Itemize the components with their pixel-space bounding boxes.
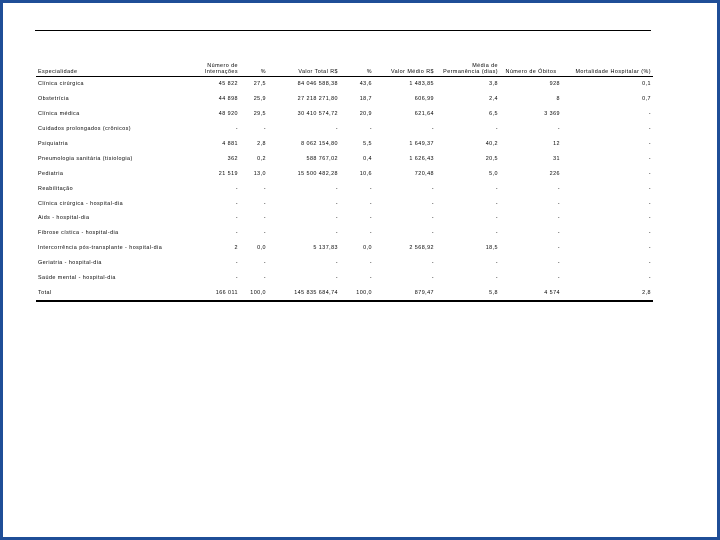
valor-total-cell: - — [335, 260, 338, 267]
internacoes-cell: - — [235, 185, 238, 192]
valor-medio-cell: - — [431, 260, 434, 267]
internacoes-cell: 45 822 — [218, 81, 238, 88]
header-obitos: Número de Óbitos — [500, 59, 562, 77]
pct-internacoes-cell: - — [263, 185, 266, 192]
pct-valor-cell: 0,4 — [363, 155, 372, 162]
especialidade-cell: Psiquiatria — [38, 141, 69, 147]
internacoes-cell: - — [235, 200, 238, 207]
mortalidade-cell: - — [648, 230, 651, 237]
media-permanencia-cell: 6,5 — [489, 111, 498, 118]
table-row — [36, 77, 653, 92]
mortalidade-cell: 0,7 — [642, 96, 651, 103]
pct-valor-cell: 100,0 — [340, 285, 374, 301]
table-row — [36, 107, 653, 122]
media-permanencia-cell: 40,2 — [485, 141, 498, 147]
obitos-cell: - — [557, 230, 560, 237]
obitos-cell: - — [557, 215, 560, 222]
media-permanencia-cell: 5,8 — [436, 285, 500, 301]
media-permanencia-cell: - — [495, 185, 498, 192]
valor-total-cell: - — [335, 200, 338, 207]
media-permanencia-cell: - — [495, 215, 498, 222]
header-valor-medio: Valor Médio R$ — [374, 59, 436, 77]
obitos-cell: - — [557, 260, 560, 267]
pct-internacoes-cell: - — [263, 126, 266, 133]
header-mortalidade: Mortalidade Hospitalar (%) — [562, 59, 653, 77]
pct-internacoes-cell: - — [263, 260, 266, 267]
media-permanencia-cell: 5,0 — [489, 170, 498, 177]
pct-valor-cell: 20,9 — [359, 111, 372, 118]
internacoes-cell: 48 920 — [218, 111, 238, 118]
media-permanencia-cell: 3,8 — [489, 81, 498, 88]
internacoes-cell: - — [235, 275, 238, 282]
header-pct-internacoes: % — [240, 59, 268, 77]
pct-valor-cell: - — [369, 185, 372, 192]
media-permanencia-cell: 20,5 — [485, 155, 498, 162]
pct-valor-cell: - — [369, 126, 372, 133]
obitos-cell: - — [557, 126, 560, 133]
table-row — [36, 196, 653, 211]
mortalidade-cell: - — [648, 245, 651, 252]
pct-internacoes-cell: 27,5 — [253, 81, 266, 88]
obitos-cell: - — [557, 185, 560, 192]
valor-medio-cell: 879,47 — [374, 285, 436, 301]
pct-internacoes-cell: - — [263, 275, 266, 282]
table-row — [36, 137, 653, 152]
media-permanencia-cell: - — [495, 260, 498, 267]
table-body — [36, 77, 653, 302]
pct-internacoes-cell: 100,0 — [240, 285, 268, 301]
mortalidade-cell: - — [648, 275, 651, 282]
obitos-cell: - — [557, 245, 560, 252]
header-media-permanencia: Média de Permanência (dias) — [436, 59, 500, 77]
valor-medio-cell: - — [431, 275, 434, 282]
table-row — [36, 211, 653, 226]
table-row — [36, 151, 653, 166]
valor-total-cell: 5 137,83 — [313, 245, 338, 252]
especialidade-cell: Clínica cirúrgica — [38, 81, 84, 88]
internacoes-cell: 166 011 — [186, 285, 240, 301]
valor-medio-cell: 1 626,43 — [409, 155, 434, 162]
mortalidade-cell: - — [648, 170, 651, 177]
valor-medio-cell: - — [431, 200, 434, 207]
mortalidade-cell: 2,8 — [562, 285, 653, 301]
valor-medio-cell: 1 483,85 — [409, 81, 434, 88]
pct-internacoes-cell: - — [263, 200, 266, 207]
mortalidade-cell: 0,1 — [642, 81, 651, 88]
internacoes-cell: 4 881 — [222, 141, 238, 147]
pct-internacoes-cell: 25,9 — [253, 96, 266, 103]
valor-total-cell: - — [335, 126, 338, 133]
valor-medio-cell: 2 568,92 — [409, 245, 434, 252]
pct-valor-cell: 0,0 — [363, 245, 372, 252]
table-row — [36, 166, 653, 181]
table-total-row — [36, 285, 653, 301]
valor-total-cell: 27 218 271,80 — [297, 96, 338, 103]
pct-valor-cell: - — [369, 260, 372, 267]
table-row — [36, 226, 653, 241]
obitos-cell: 31 — [553, 155, 560, 162]
pct-valor-cell: 10,6 — [359, 170, 372, 177]
internacoes-cell: - — [235, 215, 238, 222]
valor-total-cell: 15 500 482,28 — [297, 170, 338, 177]
pct-valor-cell: 43,6 — [359, 81, 372, 88]
internacoes-cell: - — [235, 230, 238, 237]
table-row — [36, 92, 653, 107]
valor-medio-cell: - — [431, 230, 434, 237]
especialidade-cell: Reabilitação — [38, 185, 74, 192]
valor-medio-cell: 720,48 — [414, 170, 434, 177]
valor-medio-cell: 606,99 — [414, 96, 434, 103]
table-row — [36, 122, 653, 137]
header-internacoes: Número de Internações — [186, 59, 240, 77]
media-permanencia-cell: - — [495, 275, 498, 282]
obitos-cell: 12 — [553, 141, 560, 147]
table-header-row — [36, 59, 653, 77]
pct-valor-cell: 5,5 — [363, 141, 372, 147]
pct-internacoes-cell: 29,5 — [253, 111, 266, 118]
valor-total-cell: - — [335, 185, 338, 192]
internacoes-cell: 21 519 — [218, 170, 238, 177]
especialidade-cell: Intercorrência pós-transplante - hospital-dia — [38, 245, 163, 252]
pct-internacoes-cell: 0,0 — [257, 245, 266, 252]
valor-medio-cell: 621,64 — [414, 111, 434, 118]
especialidade-cell: Obstetrícia — [38, 96, 70, 103]
pct-valor-cell: - — [369, 215, 372, 222]
especialidade-cell: Clínica médica — [38, 111, 80, 118]
pct-valor-cell: - — [369, 275, 372, 282]
valor-total-cell: 84 046 588,38 — [297, 81, 338, 88]
pct-valor-cell: 18,7 — [359, 96, 372, 103]
pct-internacoes-cell: 2,8 — [257, 141, 266, 147]
table-row — [36, 271, 653, 286]
mortalidade-cell: - — [648, 185, 651, 192]
valor-total-cell: - — [335, 230, 338, 237]
internacoes-cell: - — [235, 260, 238, 267]
especialidade-cell: Geriatria - hospital-dia — [38, 260, 102, 267]
media-permanencia-cell: 2,4 — [489, 96, 498, 103]
valor-medio-cell: 1 649,37 — [409, 141, 434, 147]
mortalidade-cell: - — [648, 126, 651, 133]
valor-total-cell: 588 767,02 — [306, 155, 338, 162]
valor-medio-cell: - — [431, 215, 434, 222]
header-especialidade: Especialidade — [36, 59, 186, 77]
obitos-cell: 4 574 — [500, 285, 562, 301]
mortalidade-cell: - — [648, 215, 651, 222]
internacoes-cell: 44 898 — [218, 96, 238, 103]
table-row — [36, 181, 653, 196]
mortalidade-cell: - — [648, 141, 651, 147]
valor-medio-cell: - — [431, 185, 434, 192]
valor-total-cell: 145 835 684,74 — [268, 285, 340, 301]
especialidade-cell: Saúde mental - hospital-dia — [38, 275, 116, 282]
valor-total-cell: - — [335, 275, 338, 282]
obitos-cell: 928 — [549, 81, 560, 88]
internacoes-cell: 362 — [227, 155, 238, 162]
especialidade-cell: Total — [36, 285, 186, 301]
valor-medio-cell: - — [431, 126, 434, 133]
mortalidade-cell: - — [648, 260, 651, 267]
pct-internacoes-cell: 0,2 — [257, 155, 266, 162]
pct-valor-cell: - — [369, 230, 372, 237]
valor-total-cell: 8 062 154,80 — [301, 141, 338, 147]
mortalidade-cell: - — [648, 200, 651, 207]
obitos-cell: 8 — [556, 96, 560, 103]
obitos-cell: - — [557, 200, 560, 207]
pct-valor-cell: - — [369, 200, 372, 207]
table-row — [36, 256, 653, 271]
media-permanencia-cell: 18,5 — [485, 245, 498, 252]
valor-total-cell: 30 410 574,72 — [297, 111, 338, 118]
obitos-cell: 226 — [549, 170, 560, 177]
especialidade-cell: Pediatria — [38, 170, 64, 177]
especialidade-cell: Fibrose cística - hospital-dia — [38, 230, 119, 237]
especialidade-cell: Clínica cirúrgica - hospital-dia — [38, 200, 124, 207]
table-row — [36, 241, 653, 256]
obitos-cell: 3 369 — [544, 111, 560, 118]
media-permanencia-cell: - — [495, 200, 498, 207]
internacoes-cell: 2 — [234, 245, 238, 252]
pct-internacoes-cell: - — [263, 230, 266, 237]
especialidade-cell: Cuidados prolongados (crônicos) — [38, 126, 132, 133]
mortalidade-cell: - — [648, 111, 651, 118]
pct-internacoes-cell: 13,0 — [253, 170, 266, 177]
valor-total-cell: - — [335, 215, 338, 222]
media-permanencia-cell: - — [495, 126, 498, 133]
media-permanencia-cell: - — [495, 230, 498, 237]
pct-internacoes-cell: - — [263, 215, 266, 222]
mortalidade-cell: - — [648, 155, 651, 162]
hospital-admissions-table — [36, 59, 653, 302]
obitos-cell: - — [557, 275, 560, 282]
internacoes-cell: - — [235, 126, 238, 133]
top-divider — [35, 30, 651, 31]
header-pct-valor: % — [340, 59, 374, 77]
especialidade-cell: Pneumologia sanitária (tisiologia) — [38, 155, 133, 162]
especialidade-cell: Aids - hospital-dia — [38, 215, 90, 222]
header-valor-total: Valor Total R$ — [268, 59, 340, 77]
